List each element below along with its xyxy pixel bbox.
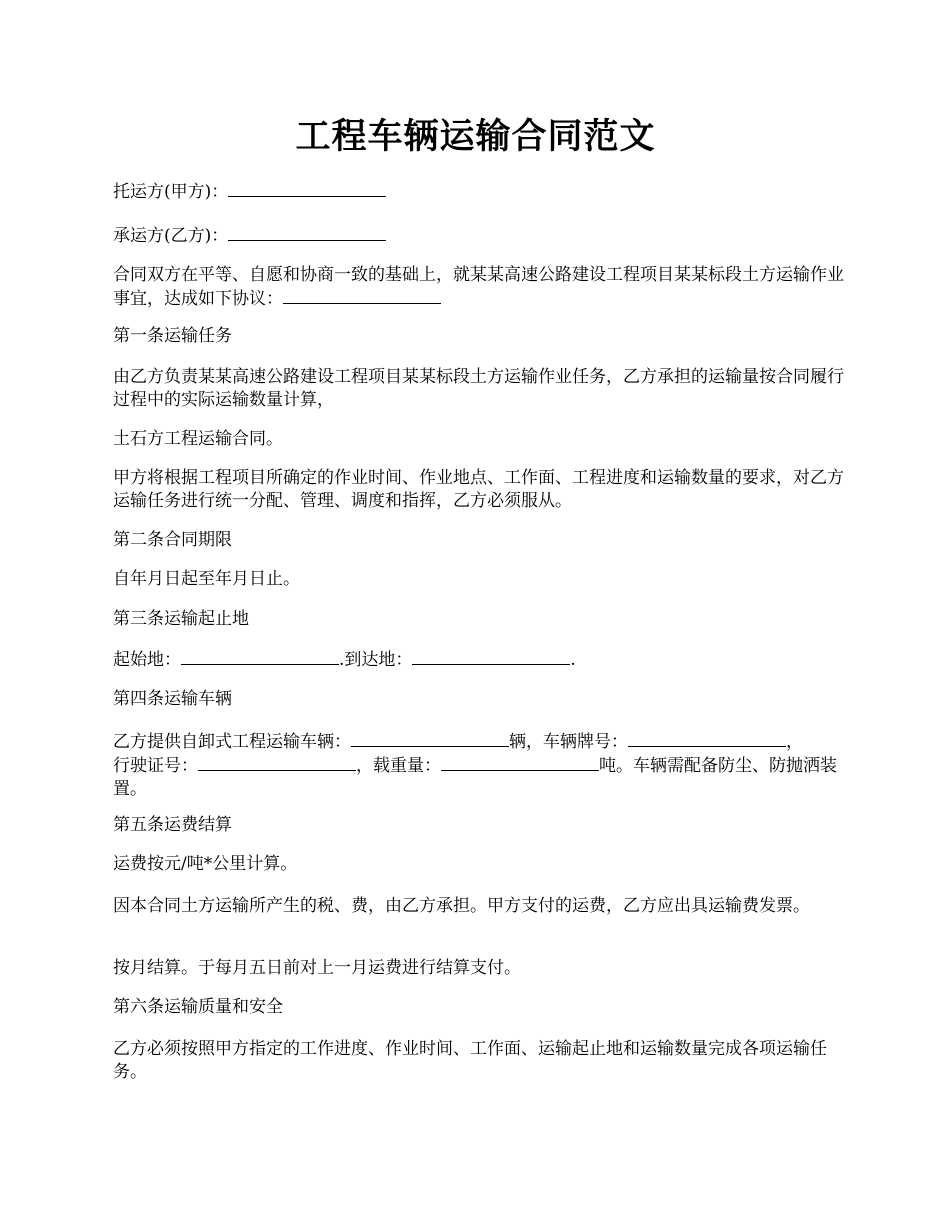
start-location-label: 起始地： — [113, 650, 181, 670]
article4-heading: 第四条运输车辆 — [113, 689, 232, 709]
article1-heading: 第一条运输任务 — [113, 326, 232, 346]
start-location-blank — [181, 648, 339, 665]
article1-paragraph-3: 甲方将根据工程项目所确定的作业时间、作业地点、工作面、工程进度和运输数量的要求，对乙方运输任务进行统一分配、管理、调度和指挥，乙方必须服从。 — [113, 468, 844, 511]
load-capacity-blank — [441, 754, 599, 771]
vehicle-count-blank — [351, 730, 509, 747]
article3-locations — [113, 648, 853, 672]
article1-paragraph-1: 由乙方负责某某高速公路建设工程项目某某标段土方运输作业任务，乙方承担的运输量按合同履行过程中的实际运输数量计算， — [113, 367, 844, 410]
article5-paragraph-1: 运费按元/吨*公里计算。 — [113, 854, 298, 874]
article5-heading: 第五条运费结算 — [113, 815, 232, 835]
article1-paragraph-2: 土石方工程运输合同。 — [113, 429, 283, 449]
party-b-blank — [228, 224, 386, 241]
plate-comma: ， — [786, 732, 803, 752]
intro-blank — [283, 287, 441, 304]
document-title: 工程车辆运输合同范文 — [295, 116, 656, 157]
article5-paragraph-2: 因本合同土方运输所产生的税、费，由乙方承担。甲方支付的运费，乙方应出具运输费发票。 — [113, 896, 810, 916]
vehicle-count-label: 乙方提供自卸式工程运输车辆： — [113, 732, 351, 752]
plate-number-label: 辆，车辆牌号： — [509, 732, 628, 752]
locations-period: . — [570, 650, 576, 670]
party-a-label: 托运方(甲方)： — [113, 182, 229, 202]
article6-paragraph-1: 乙方必须按照甲方指定的工作进度、作业时间、工作面、运输起止地和运输数量完成各项运输任务。 — [113, 1039, 827, 1082]
article3-heading: 第三条运输起止地 — [113, 609, 249, 629]
party-b-label: 承运方(乙方)： — [113, 226, 229, 246]
party-b-line — [113, 224, 853, 248]
destination-label: .到达地： — [339, 650, 413, 670]
license-number-label: 行驶证号： — [113, 756, 198, 776]
load-capacity-label: ，载重量： — [356, 756, 441, 776]
vehicle-requirements-text: 吨。车辆需配备防尘、防抛洒装置。 — [113, 756, 837, 799]
article2-paragraph-1: 自年月日起至年月日止。 — [113, 569, 300, 589]
article4-vehicles — [113, 730, 853, 801]
destination-blank — [412, 648, 570, 665]
plate-number-blank — [628, 730, 786, 747]
party-a-line — [113, 180, 853, 204]
article5-paragraph-3: 按月结算。于每月五日前对上一月运费进行结算支付。 — [113, 958, 521, 978]
article2-heading: 第二条合同期限 — [113, 530, 232, 550]
intro-text: 合同双方在平等、自愿和协商一致的基础上，就某某高速公路建设工程项目某某标段土方运输作业事宜，达成如下协议： — [113, 265, 844, 309]
article6-heading: 第六条运输质量和安全 — [113, 997, 283, 1017]
intro-paragraph — [113, 264, 853, 311]
party-a-blank — [228, 180, 386, 197]
license-number-blank — [198, 754, 356, 771]
